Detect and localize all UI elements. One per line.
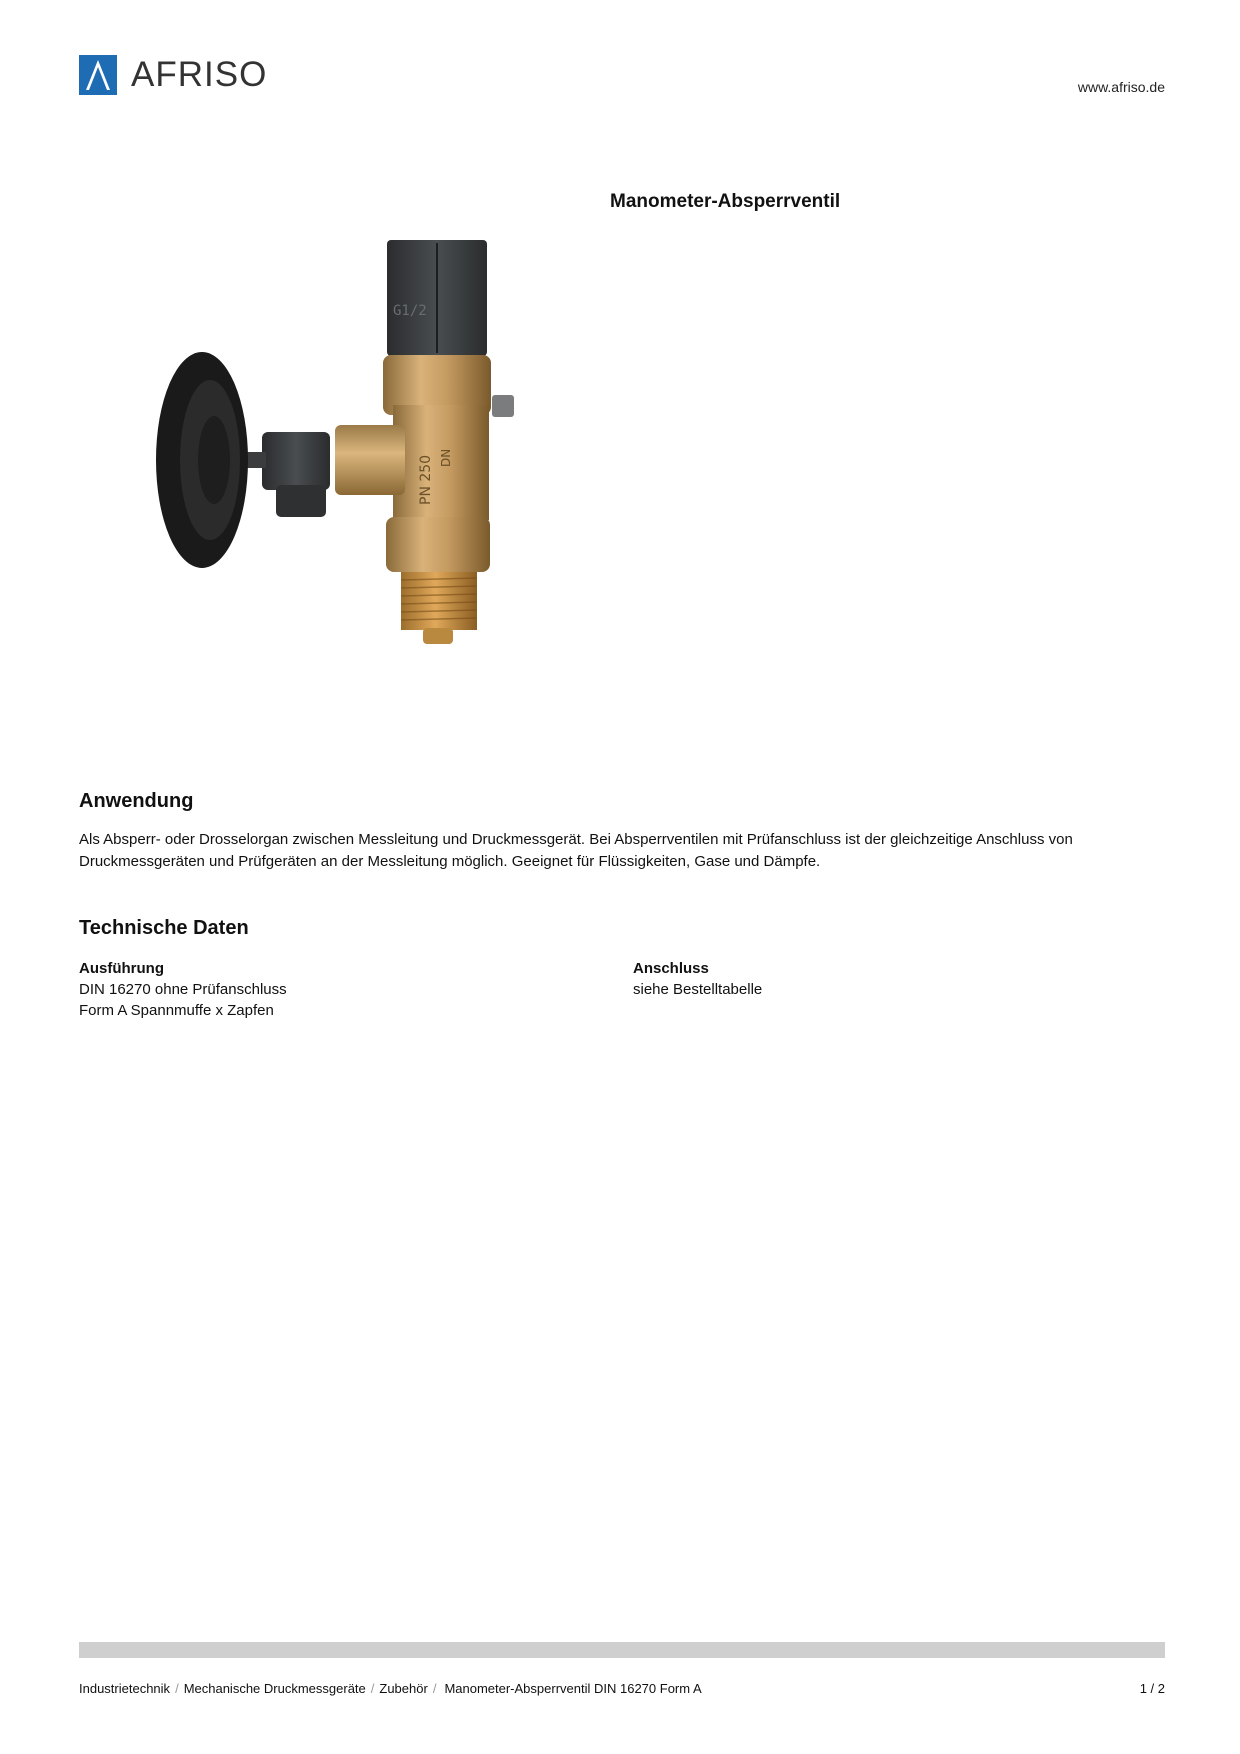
svg-text:PN 250: PN 250: [418, 454, 434, 505]
anschluss-label: Anschluss: [633, 960, 709, 977]
website-link[interactable]: www.afriso.de: [1077, 79, 1165, 95]
footer-divider-bar: [79, 1642, 1165, 1658]
breadcrumb: [79, 1681, 702, 1696]
anwendung-text: Als Absperr- oder Drosselorgan zwischen Messleitung und Druckmessgerät. Bei Absperrventilen mit Prüfanschluss ist der gleichzeitige Anschluss von Druckmessgeräten und Prüfgeräten an der Messleitung möglich. Geeignet für Flüssigkeiten, Gase und Dämpfe.: [79, 831, 1073, 870]
ausfuehrung-value-2: Form A Spannmuffe x Zapfen: [79, 1002, 274, 1019]
afriso-logo-icon: [79, 55, 117, 95]
breadcrumb-current: Manometer-Absperrventil DIN 16270 Form A: [444, 1681, 702, 1696]
afriso-logo: [79, 55, 267, 95]
page-number: 1 / 2: [1139, 1681, 1165, 1696]
breadcrumb-item[interactable]: Mechanische Druckmessgeräte: [183, 1681, 366, 1696]
breadcrumb-item[interactable]: Industrietechnik: [79, 1681, 171, 1696]
ausfuehrung-block: [79, 958, 287, 1021]
brand-name: AFRISO: [131, 55, 268, 94]
anschluss-value: siehe Bestelltabelle: [633, 981, 763, 998]
breadcrumb-separator: /: [432, 1681, 437, 1696]
product-title: Manometer-Absperrventil: [610, 191, 841, 212]
anschluss-block: [633, 958, 762, 1000]
valve-product-image: [130, 235, 550, 685]
breadcrumb-separator: /: [175, 1681, 179, 1696]
svg-text:G1/2: G1/2: [393, 303, 427, 319]
breadcrumb-separator: /: [370, 1681, 375, 1696]
ausfuehrung-value-1: DIN 16270 ohne Prüfanschluss: [79, 981, 287, 998]
svg-text:DN: DN: [439, 448, 453, 467]
breadcrumb-item[interactable]: Zubehör: [379, 1681, 428, 1696]
ausfuehrung-label: Ausführung: [79, 960, 164, 977]
technische-daten-heading: Technische Daten: [79, 917, 249, 939]
anwendung-heading: Anwendung: [79, 790, 194, 812]
